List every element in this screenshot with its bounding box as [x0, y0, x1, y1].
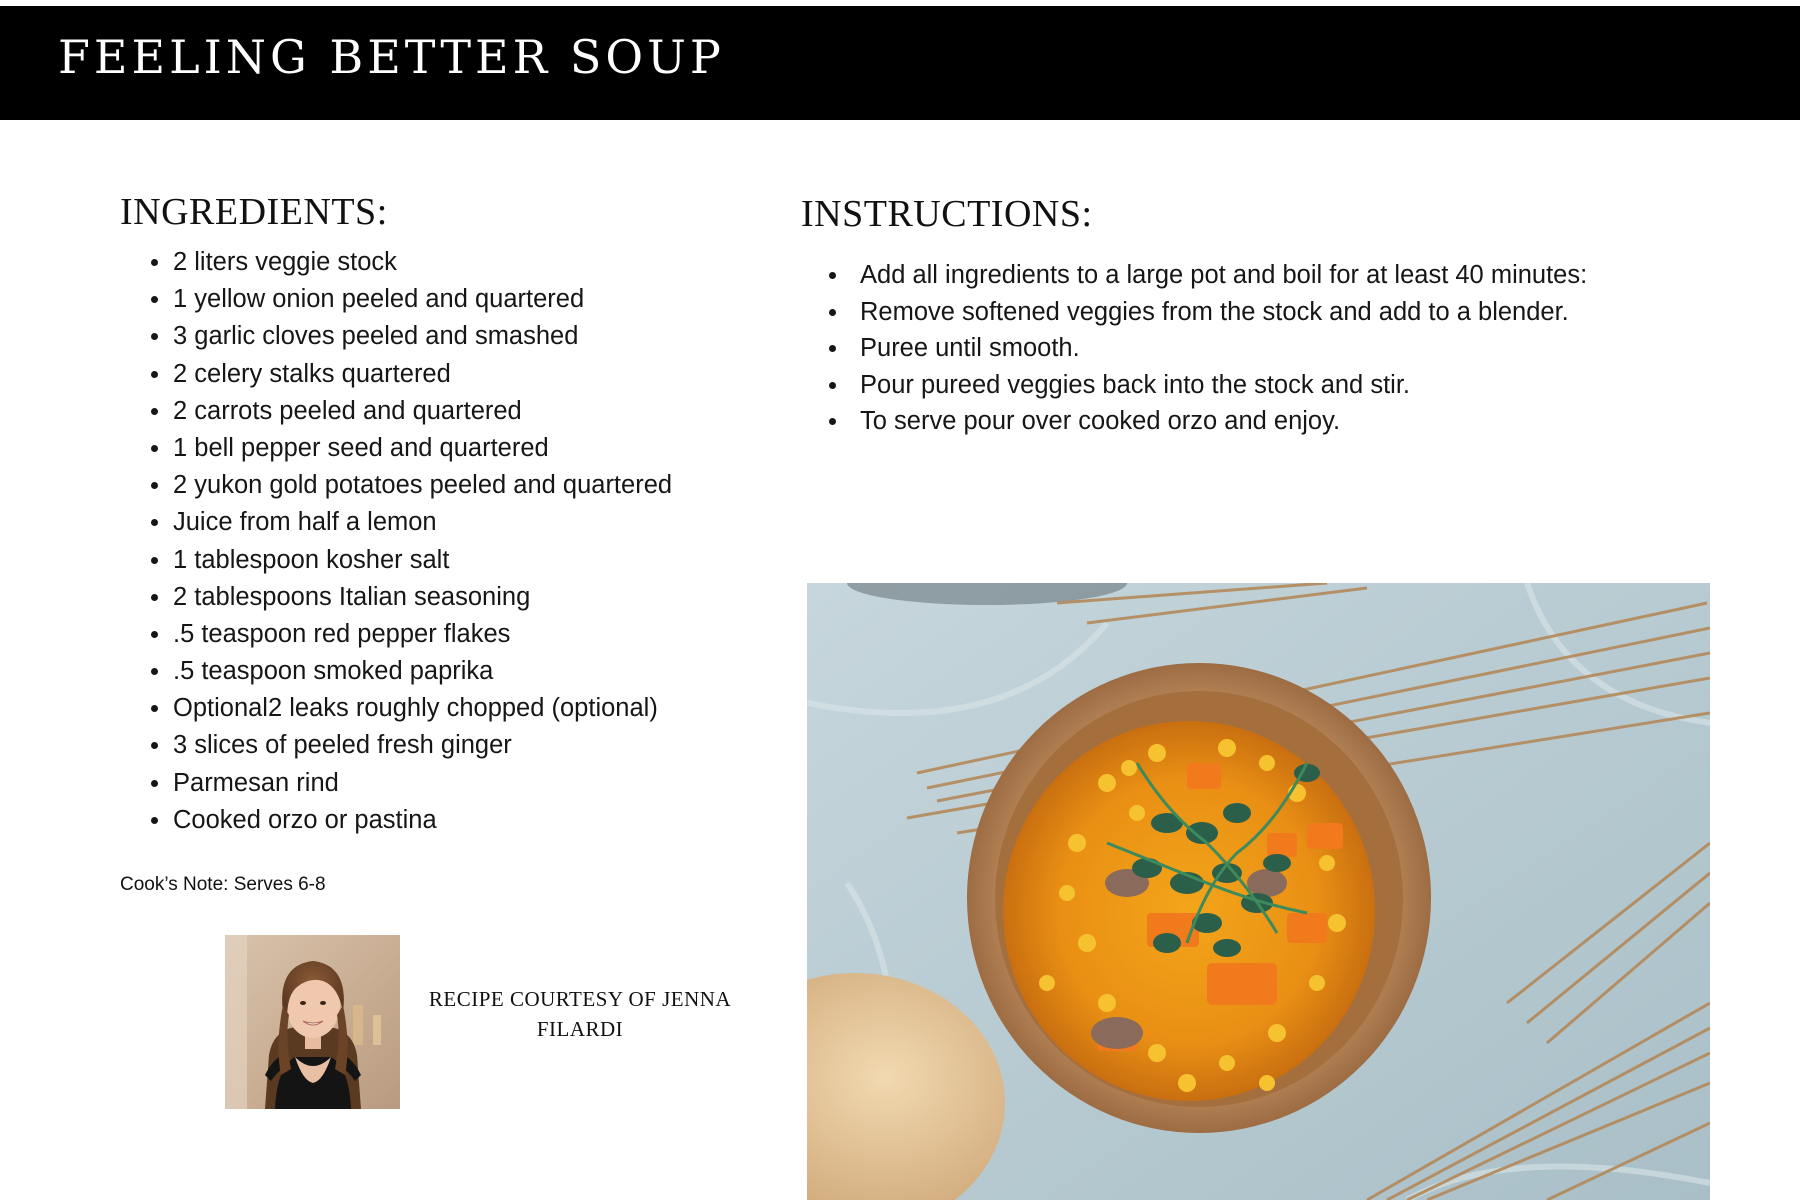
instructions-heading: INSTRUCTIONS:: [801, 193, 1093, 235]
ingredient-item: 2 celery stalks quartered: [173, 356, 672, 393]
instruction-step: Remove softened veggies from the stock and add to a blender.: [860, 294, 1587, 331]
instruction-step: Puree until smooth.: [860, 330, 1587, 367]
ingredient-item: 2 liters veggie stock: [173, 244, 672, 281]
ingredient-item: Cooked orzo or pastina: [173, 802, 672, 839]
page-title: FEELING BETTER SOUP: [58, 30, 725, 84]
ingredient-item: 2 yukon gold potatoes peeled and quartered: [173, 467, 672, 504]
soup-bowl-photo: [807, 583, 1710, 1200]
instruction-step: To serve pour over cooked orzo and enjoy.: [860, 403, 1587, 440]
ingredient-item: .5 teaspoon smoked paprika: [173, 653, 672, 690]
ingredient-item: 3 slices of peeled fresh ginger: [173, 727, 672, 764]
ingredient-item: Juice from half a lemon: [173, 504, 672, 541]
ingredient-item: Parmesan rind: [173, 765, 672, 802]
title-bar: [0, 6, 1800, 120]
ingredient-item: .5 teaspoon red pepper flakes: [173, 616, 672, 653]
ingredients-heading: INGREDIENTS:: [120, 191, 388, 233]
credit-line-2: FILARDI: [536, 1017, 624, 1041]
ingredient-item: 1 tablespoon kosher salt: [173, 542, 672, 579]
ingredient-item: 1 yellow onion peeled and quartered: [173, 281, 672, 318]
ingredient-item: 2 tablespoons Italian seasoning: [173, 579, 672, 616]
ingredients-list: [173, 244, 672, 839]
instructions-list: [860, 257, 1587, 440]
chef-portrait-photo: [225, 935, 400, 1109]
instruction-step: Pour pureed veggies back into the stock and stir.: [860, 367, 1587, 404]
ingredient-item: 2 carrots peeled and quartered: [173, 393, 672, 430]
ingredient-item: Optional2 leaks roughly chopped (optional): [173, 690, 672, 727]
instruction-step: Add all ingredients to a large pot and boil for at least 40 minutes:: [860, 257, 1587, 294]
credit-line-1: RECIPE COURTESY OF JENNA: [428, 987, 732, 1011]
recipe-credit: [410, 984, 750, 1044]
cooks-note: Cook’s Note: Serves 6-8: [120, 874, 326, 895]
ingredient-item: 3 garlic cloves peeled and smashed: [173, 318, 672, 355]
ingredient-item: 1 bell pepper seed and quartered: [173, 430, 672, 467]
